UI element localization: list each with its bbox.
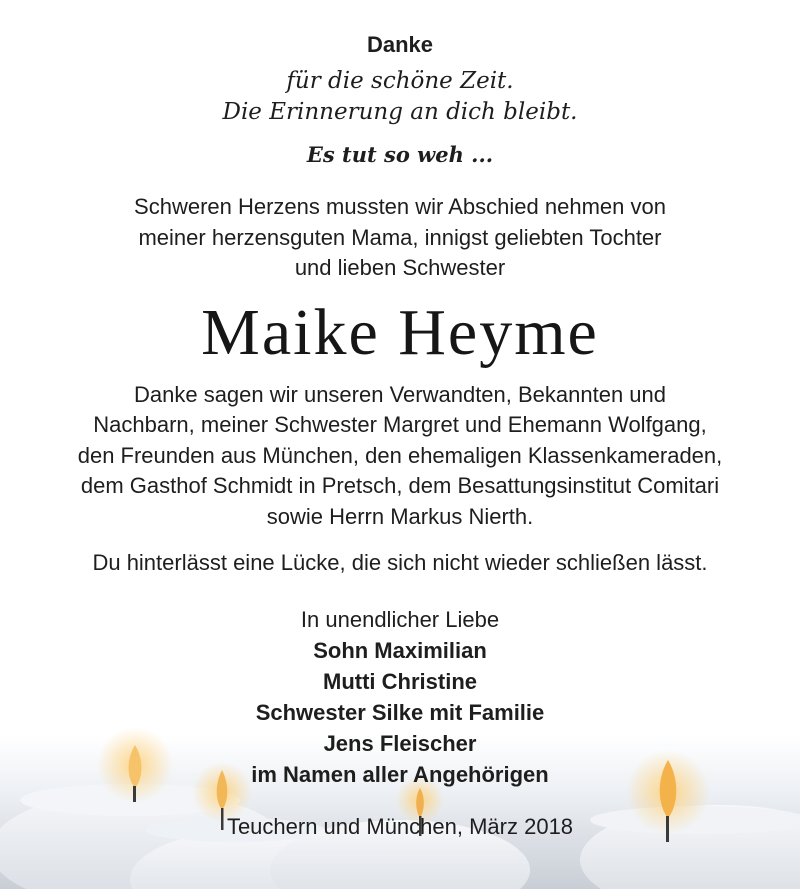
signatory: im Namen aller Angehörigen bbox=[251, 762, 549, 787]
verse-line: für die schöne Zeit. bbox=[286, 68, 514, 94]
verse-line: Die Erinnerung an dich bleibt. bbox=[222, 99, 578, 125]
gap-sentence: Du hinterlässt eine Lücke, die sich nicht wieder schließen lässt. bbox=[92, 550, 708, 575]
signatory: Jens Fleischer bbox=[323, 731, 477, 756]
deceased-name: Maike Heyme bbox=[201, 295, 599, 369]
thanks-line: dem Gasthof Schmidt in Pretsch, dem Besattungsinstitut Comitari bbox=[80, 473, 720, 498]
emphasis-line: Es tut so weh ... bbox=[306, 142, 494, 167]
signatories bbox=[0, 635, 800, 790]
thanks-line: den Freunden aus München, den ehemaligen Klassenkameraden, bbox=[77, 442, 723, 468]
love-line: In unendlicher Liebe bbox=[300, 606, 500, 632]
signatory: Mutti Christine bbox=[323, 669, 477, 694]
thanks-line: Nachbarn, meiner Schwester Margret und Ehemann Wolfgang, bbox=[93, 412, 707, 437]
intro-paragraph bbox=[0, 192, 800, 284]
thanks-line: sowie Herrn Markus Nierth. bbox=[266, 503, 534, 529]
place-date: Teuchern und München, März 2018 bbox=[226, 814, 574, 839]
intro-line: und lieben Schwester bbox=[294, 255, 506, 280]
thanks-paragraph bbox=[0, 380, 800, 533]
verse bbox=[0, 66, 800, 128]
signatory: Sohn Maximilian bbox=[313, 638, 487, 663]
intro-line: Schweren Herzens mussten wir Abschied nehmen von bbox=[134, 194, 666, 219]
intro-line: meiner herzensguten Mama, innigst geliebten Tochter bbox=[138, 224, 662, 250]
heading-danke: Danke bbox=[366, 32, 434, 57]
signatory: Schwester Silke mit Familie bbox=[255, 700, 545, 725]
thanks-line: Danke sagen wir unseren Verwandten, Bekannten und bbox=[133, 381, 667, 407]
